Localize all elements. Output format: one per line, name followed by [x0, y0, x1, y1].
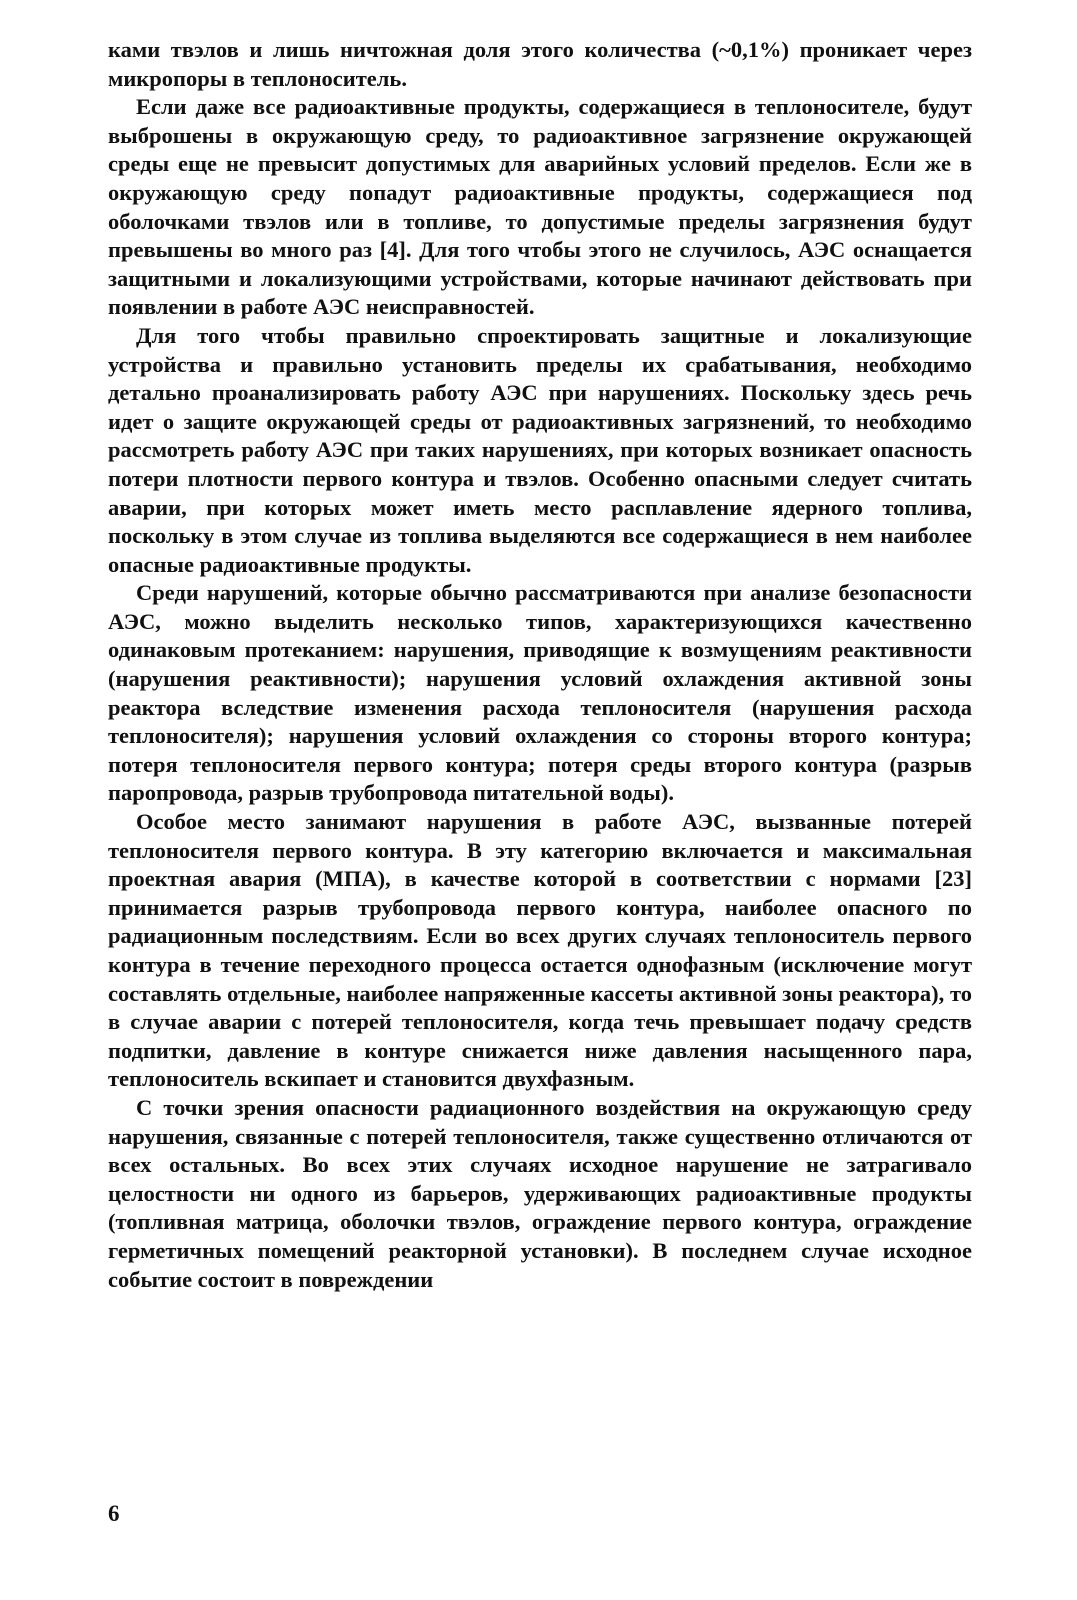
paragraph: Если даже все радиоактивные продукты, содержащиеся в теплоносителе, будут выброшены в окружающую среду, то радиоактивное загрязнение окружающей среды еще не превысит допустимых для аварийных условий пределов. Если же в окружающую среду попадут радиоактивные продукты, содержащиеся под оболочками твэлов или в топливе, то допустимые пределы загрязнения будут превышены во много раз [4]. Для того чтобы этого не случилось, АЭС оснащается защитными и локализующими устройствами, которые начинают действовать при появлении в работе АЭС неисправностей. — [108, 94, 972, 320]
page-number: 6 — [108, 1501, 120, 1526]
paragraph: Для того чтобы правильно спроектировать защитные и локализующие устройства и правильно установить пределы их срабатывания, необходимо детально проанализировать работу АЭС при нарушениях. Поскольку здесь речь идет о защите окружающей среды от радиоактивных загрязнений, то необходимо рассмотреть работу АЭС при таких нарушениях, при которых возникает опасность потери плотности первого контура и твэлов. Особенно опасными следует считать аварии, при которых может иметь место расплавление ядерного топлива, поскольку в этом случае из топлива выделяются все содержащиеся в нем наиболее опасные радиоактивные продукты. — [108, 322, 972, 577]
paragraph: С точки зрения опасности радиационного воздействия на окружающую среду нарушения, связанные с потерей теплоносителя, также существенно отличаются от всех остальных. Во всех этих случаях исходное нарушение не затрагивало целостности ни одного из барьеров, удерживающих радиоактивные продукты (топливная матрица, оболочки твэлов, ограждение первого контура, ограждение герметичных помещений реакторной установки). В последнем случае исходное событие состоит в повреждении — [108, 1094, 972, 1292]
paragraph: Особое место занимают нарушения в работе АЭС, вызванные потерей теплоносителя первого контура. В эту категорию включается и максимальная проектная авария (МПА), в качестве которой в соответствии с нормами [23] принимается разрыв трубопровода первого контура, наиболее опасного по радиационным последствиям. Если во всех других случаях теплоноситель первого контура в течение переходного процесса остается однофазным (исключение могут составлять отдельные, наиболее напряженные кассеты активной зоны реактора), то в случае аварии с потерей теплоносителя, когда течь превышает подачу средств подпитки, давление в контуре снижается ниже давления насыщенного пара, теплоноситель вскипает и становится двухфазным. — [108, 809, 972, 1092]
paragraph-continuation: ками твэлов и лишь ничтожная доля этого количества (~0,1%) проникает через микропоры в теплоноситель. — [108, 37, 972, 91]
paragraph: Среди нарушений, которые обычно рассматриваются при анализе безопасности АЭС, можно выделить несколько типов, характеризующихся качественно одинаковым протеканием: нарушения, приводящие к возмущениям реактивности (нарушения реактивности); нарушения условий охлаждения активной зоны реактора вследствие изменения расхода теплоносителя (нарушения расхода теплоносителя); нарушения условий охлаждения со стороны второго контура; потеря теплоносителя первого контура; потеря среды второго контура (разрыв паропровода, разрыв трубопровода питательной воды). — [108, 580, 972, 806]
page-text — [108, 36, 972, 1294]
